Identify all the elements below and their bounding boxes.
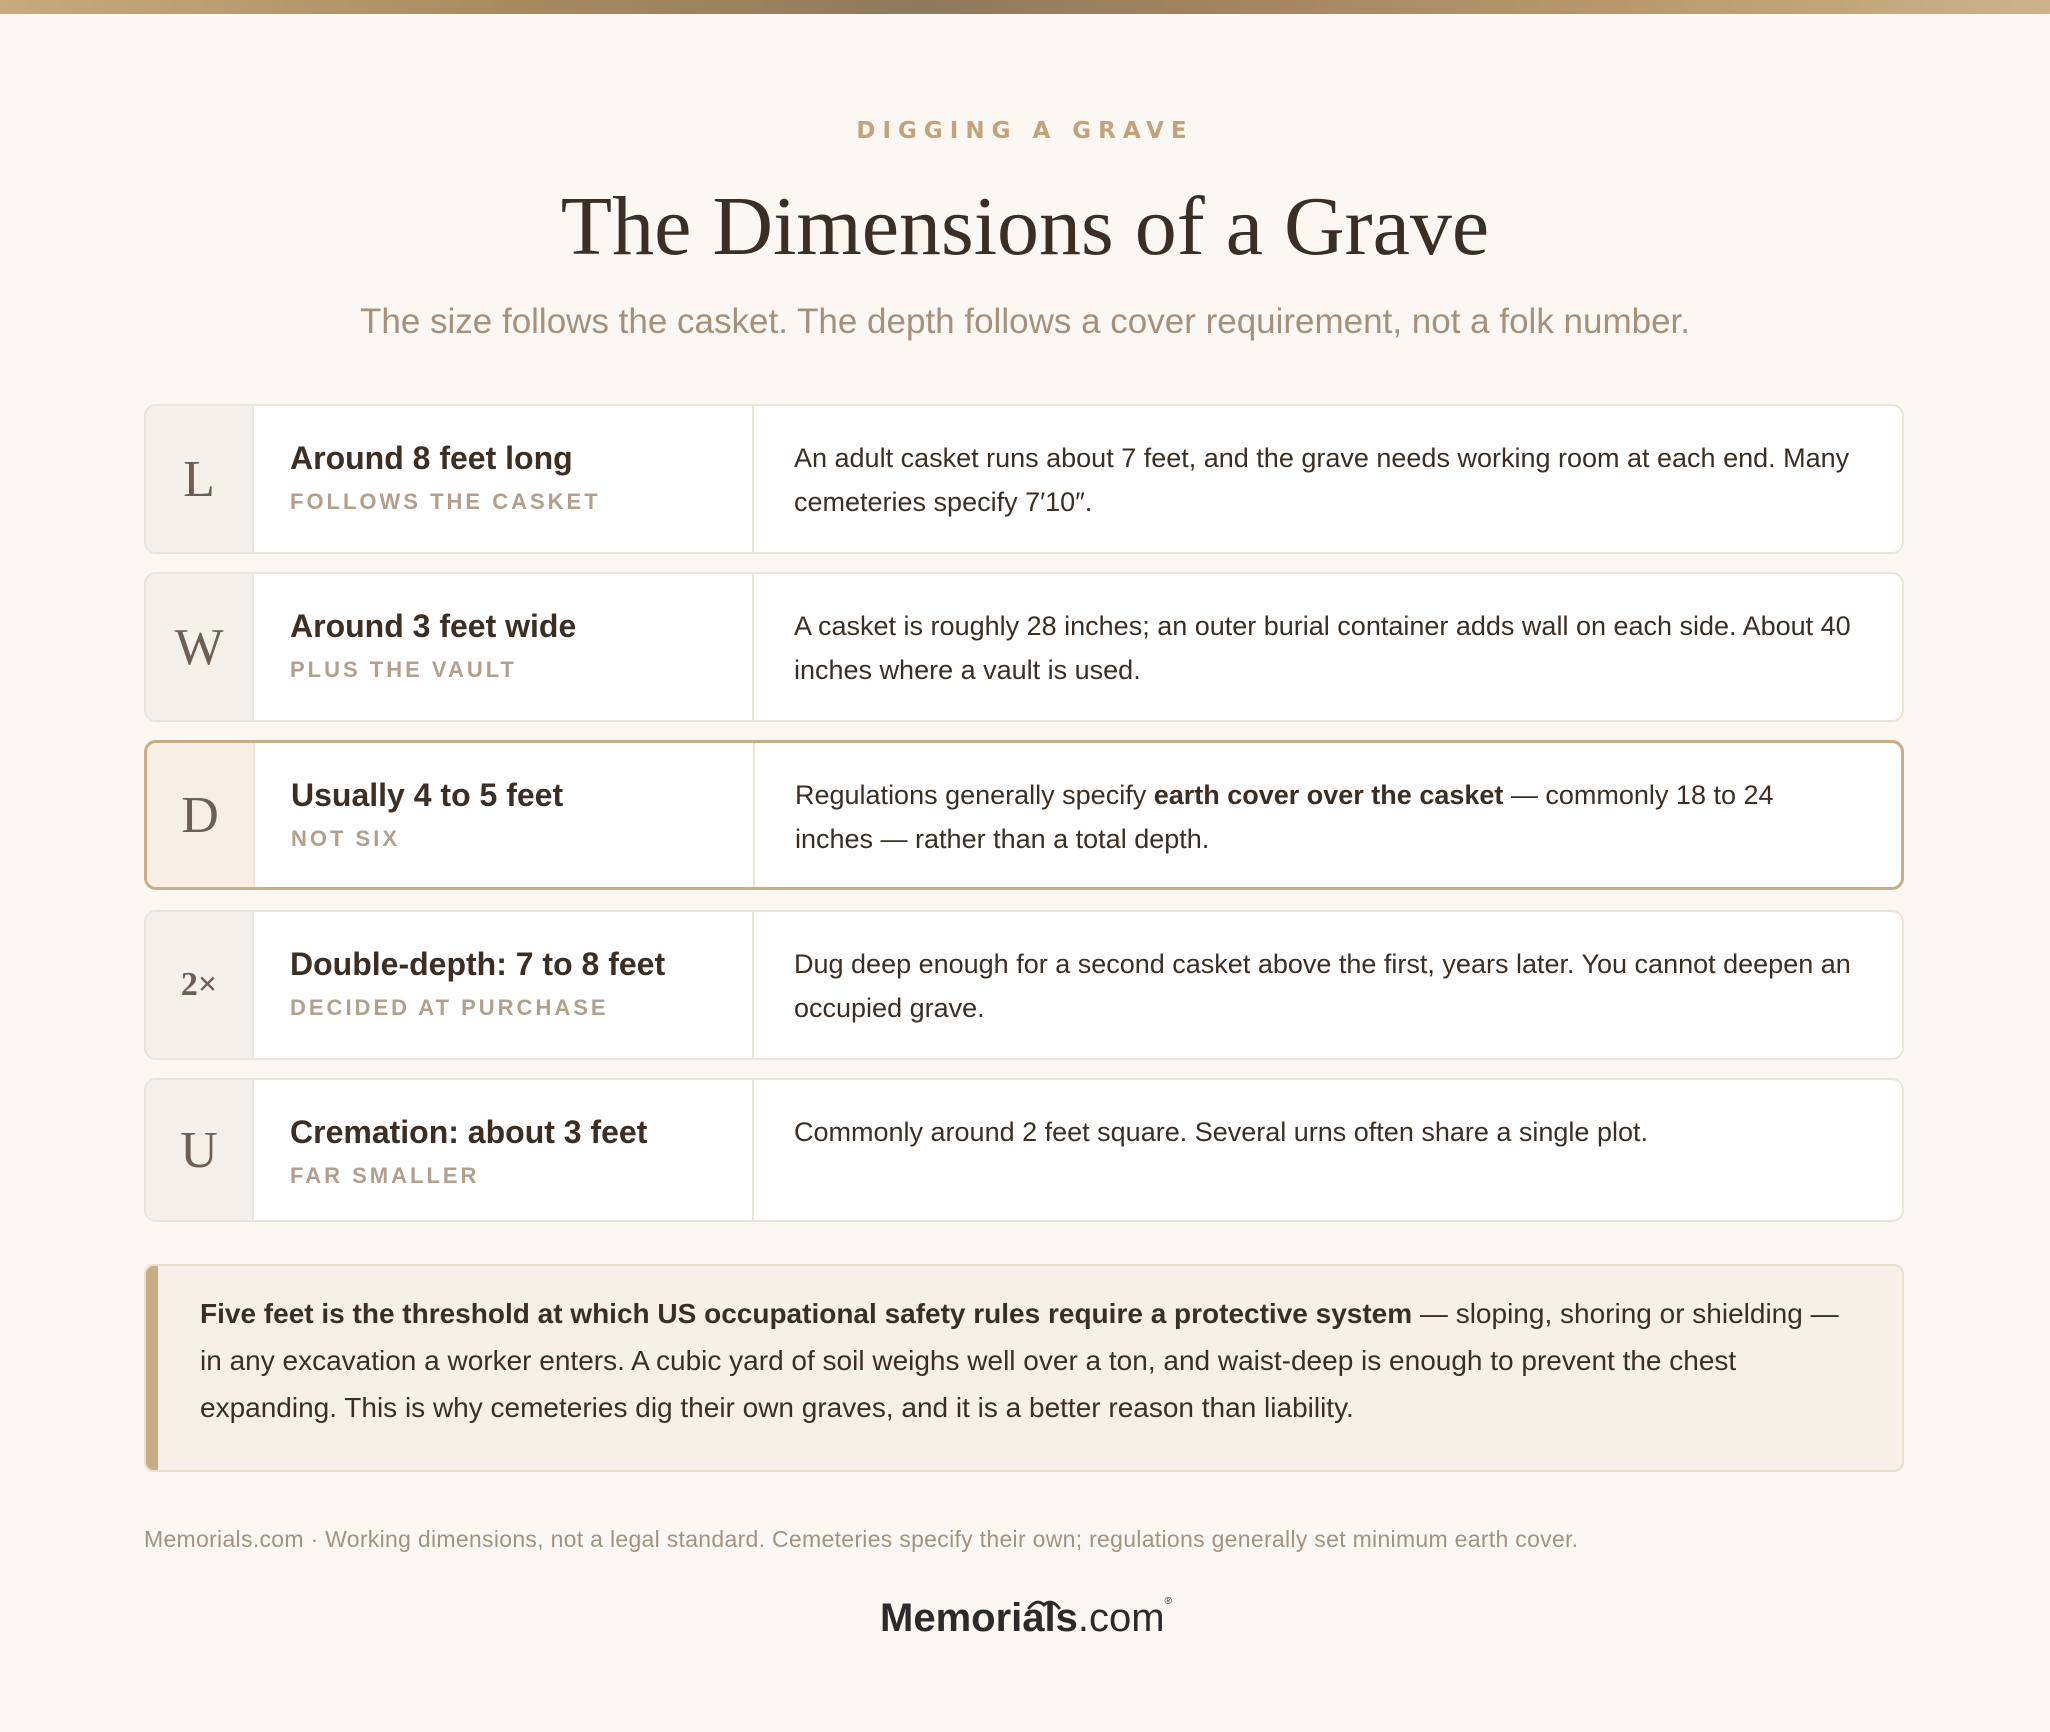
row-heading xyxy=(254,574,754,720)
row-heading xyxy=(254,1080,754,1220)
description-emphasis: earth cover over the casket xyxy=(1153,780,1504,810)
memorials-logo[interactable] xyxy=(880,1596,1170,1656)
row-title: Usually 4 to 5 feet xyxy=(291,777,564,813)
description-text: — commonly 18 to 24 inches — rather than a total depth. xyxy=(795,780,1774,854)
row-description: A casket is roughly 28 inches; an outer burial container adds wall on each side. About 40 inches where a vault is used. xyxy=(794,611,1851,685)
row-letter: U xyxy=(146,1080,254,1220)
page-title: The Dimensions of a Grave xyxy=(560,180,1490,273)
description-text: Regulations generally specify xyxy=(795,780,1154,810)
row-letter: W xyxy=(146,574,254,720)
dimension-row-length xyxy=(144,404,1904,554)
row-subtitle: FOLLOWS THE CASKET xyxy=(290,489,601,514)
top-accent-bar xyxy=(0,0,2050,14)
dimension-row-double-depth xyxy=(144,910,1904,1060)
row-letter: 2× xyxy=(146,912,254,1058)
row-subtitle: NOT SIX xyxy=(291,826,401,851)
row-letter: D xyxy=(147,743,255,887)
callout-text xyxy=(200,1290,1858,1431)
callout-emphasis: Five feet is the threshold at which US occupational safety rules require a protective system xyxy=(200,1298,1413,1329)
row-description: Commonly around 2 feet square. Several urns often share a single plot. xyxy=(794,1117,1648,1147)
row-subtitle: DECIDED AT PURCHASE xyxy=(290,995,609,1020)
row-description: Dug deep enough for a second casket above the first, years later. You cannot deepen an occupied grave. xyxy=(794,949,1851,1023)
row-subtitle: FAR SMALLER xyxy=(290,1163,480,1188)
safety-callout xyxy=(144,1264,1904,1472)
row-title: Double-depth: 7 to 8 feet xyxy=(290,946,666,982)
row-heading xyxy=(255,743,755,887)
dimension-row-depth xyxy=(144,740,1904,890)
row-description xyxy=(755,743,1901,887)
dimension-row-width xyxy=(144,572,1904,722)
callout-body: — sloping, shoring or shielding — in any excavation a worker enters. A cubic yard of soil weighs well over a ton, and waist-deep is enough to prevent the chest expanding. This is why cemeteries dig their own graves, and it is a better reason than liability. xyxy=(200,1298,1839,1423)
row-heading xyxy=(254,912,754,1058)
footer-note: Memorials.com · Working dimensions, not a legal standard. Cemeteries specify their own; regulations generally set minimum earth cover. xyxy=(144,1526,1579,1552)
row-heading xyxy=(254,406,754,552)
row-letter: L xyxy=(146,406,254,552)
row-title: Around 8 feet long xyxy=(290,440,573,476)
bird-icon xyxy=(1027,1596,1061,1610)
eyebrow-label: DIGGING A GRAVE xyxy=(856,118,1194,144)
dimension-row-cremation xyxy=(144,1078,1904,1222)
row-subtitle: PLUS THE VAULT xyxy=(290,657,517,682)
logo-wordmark: Memorials xyxy=(880,1596,1078,1640)
row-title: Around 3 feet wide xyxy=(290,608,577,644)
row-description: An adult casket runs about 7 feet, and the grave needs working room at each end. Many cemeteries specify 7′10″. xyxy=(794,443,1850,517)
page-subtitle: The size follows the casket. The depth follows a cover requirement, not a folk number. xyxy=(359,302,1691,341)
callout-accent-bar xyxy=(146,1266,158,1470)
row-title: Cremation: about 3 feet xyxy=(290,1114,648,1150)
logo-tld: .com xyxy=(1077,1596,1165,1640)
registered-mark: ® xyxy=(1164,1596,1172,1607)
